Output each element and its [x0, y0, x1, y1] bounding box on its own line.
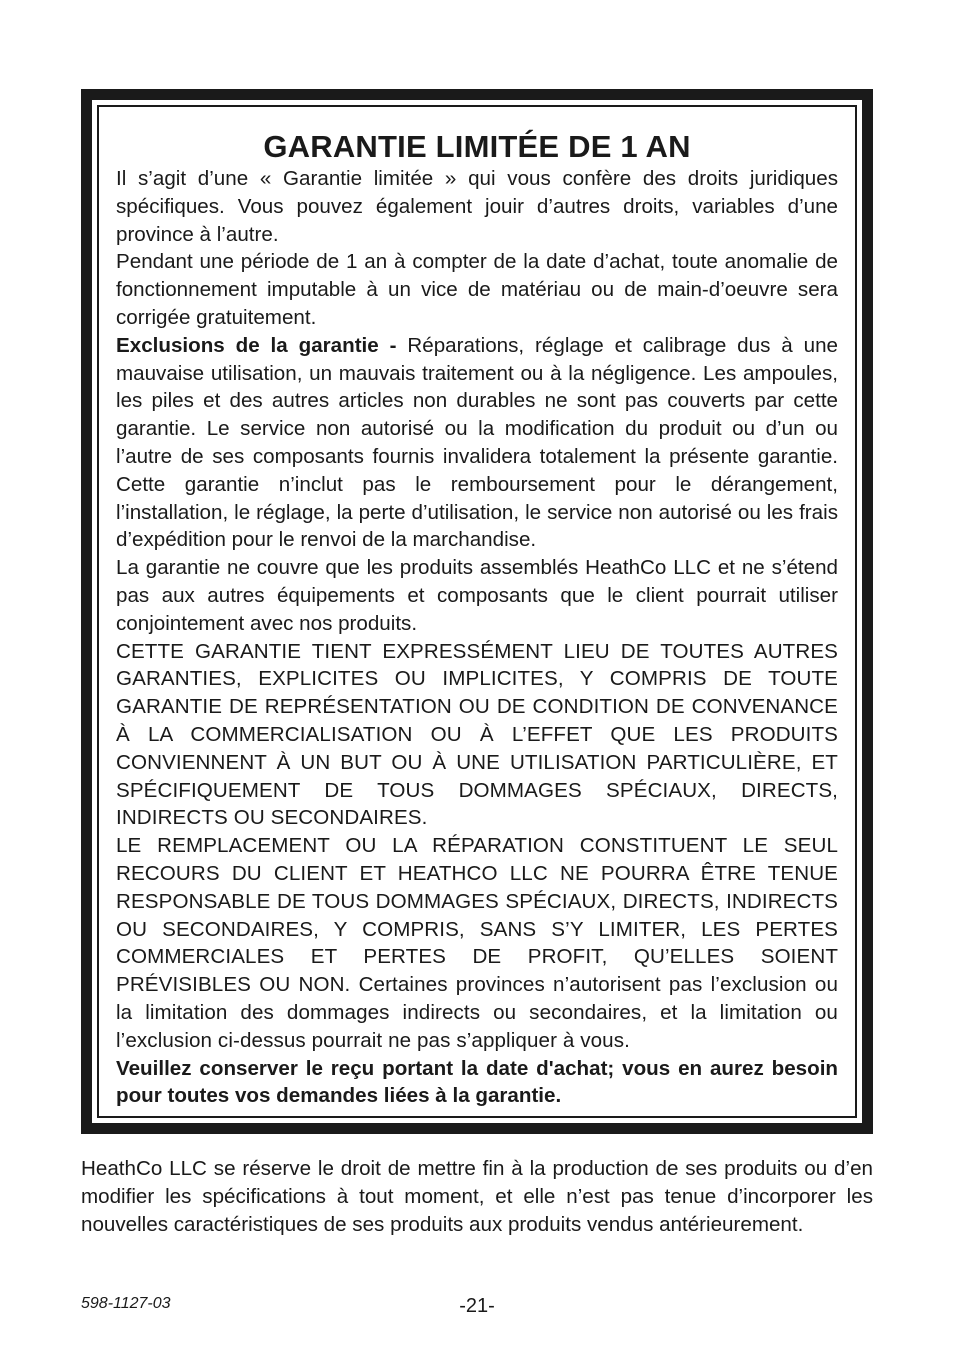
exclusions-text: Réparations, réglage et calibrage dus à une mauvaise utilisation, un mauvais traitement ou à la négligence. Les ampoules, les piles et des autres articles non durables ne sont pas couverts par cette garantie. Le service non autorisé ou la modification du produit ou d’un ou l’autre de ses composants fournis invalidera totalement la présente garantie. Cette garantie n’inclut pas le remboursement pour le dérangement, l’installation, le réglage, la perte d’utilisation, le service non autorisé ou les frais d’expédition pour le renvoi de la marchandise. — [116, 333, 838, 552]
page-number: -21- — [459, 1295, 495, 1317]
warranty-receipt-note: Veuillez conserver le reçu portant la date d'achat; vous en aurez besoin pour toutes vos demandes liées à la garantie. — [116, 1056, 838, 1108]
document-number: 598-1127-03 — [81, 1295, 171, 1312]
warranty-box — [81, 89, 873, 1134]
warranty-coverage-paragraph: La garantie ne couvre que les produits assemblés HeathCo LLC et ne s’étend pas aux autres équipements et composants que le client pourrait utiliser conjointement avec nos produits. — [116, 556, 838, 635]
warranty-inner-frame — [97, 105, 857, 1118]
warranty-title: GARANTIE LIMITÉE DE 1 AN — [263, 129, 691, 164]
warranty-disclaimer-paragraph: CETTE GARANTIE TIENT EXPRESSÉMENT LIEU DE TOUTES AUTRES GARANTIES, EXPLICITES OU IMPLICITES, Y COMPRIS DE TOUTE GARANTIE DE REPRÉSENTATION OU DE CONDITION DE CONVENANCE À LA COMMERCIALISATION OU À L’EFFET QUE LES PRODUITS CONVIENNENT À UN BUT OU À UNE UTILISATION PARTICULIÈRE, ET SPÉCIFIQUEMENT DE TOUS DOMMAGES SPÉCIAUX, DIRECTS, INDIRECTS OU SECONDAIRES. — [116, 639, 838, 830]
exclusions-label: Exclusions de la garantie - — [116, 333, 408, 357]
footer-note: HeathCo LLC se réserve le droit de mettre fin à la production de ses produits ou d’en modifier les spécifications à tout moment, et elle n’est pas tenue d’incorporer les nouvelles caractéristiques de ses produits aux produits vendus antérieurement. — [81, 1157, 873, 1236]
warranty-remedy-paragraph: LE REMPLACEMENT OU LA RÉPARATION CONSTITUENT LE SEUL RECOURS DU CLIENT ET HEATHCO LLC NE POURRA ÊTRE TENUE RESPONSABLE DE TOUS DOMMAGES SPÉCIAUX, DIRECTS, INDIRECTS OU SECONDAIRES, Y COMPRIS, SANS S’Y LIMITER, LES PERTES COMMERCIALES ET PERTES DE PROFIT, QU’ELLES SOIENT PRÉVISIBLES OU NON. Certaines provinces n’autorisent pas l’exclusion ou la limitation des dommages indirects ou secondaires, et la limitation ou l’exclusion ci-dessus pourrait ne pas s’appliquer à vous. — [116, 834, 838, 1052]
warranty-body — [116, 165, 838, 1110]
warranty-intro-paragraph: Il s’agit d’une « Garantie limitée » qui vous confère des droits juridiques spécifiques. Vous pouvez également jouir d’autres droits, variables d’une province à l’autre. — [116, 167, 838, 246]
warranty-exclusions-paragraph — [116, 332, 838, 554]
warranty-period-paragraph: Pendant une période de 1 an à compter de la date d’achat, toute anomalie de fonctionnement imputable à un vice de matériau ou de main-d’oeuvre sera corrigée gratuitement. — [116, 250, 838, 329]
